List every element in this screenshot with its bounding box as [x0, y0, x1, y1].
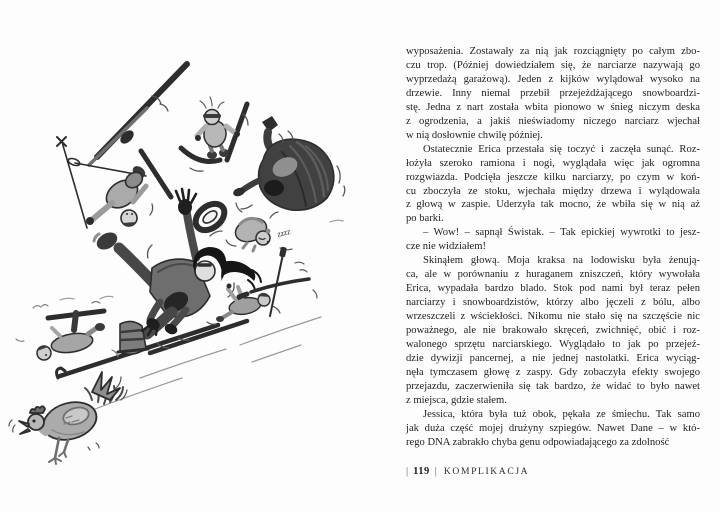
text-line: w nią dosłownie chwilę później.: [406, 129, 543, 141]
paragraph: [406, 226, 700, 254]
paragraph: [406, 143, 700, 227]
text-line: wrzeszczeli z wściekłości. Nikomu nie stało się na szczęście nic: [406, 311, 700, 323]
crashing-girl: [57, 189, 261, 378]
fallen-skier-left: [16, 302, 118, 361]
text-line: po barki.: [406, 213, 444, 225]
paragraph: [406, 254, 700, 407]
text-line: z głową w zaspie. Uderzyła tak mocno, że wbiła się w nią aż: [406, 199, 700, 211]
text-line: narciarzy i snowboardzistów, którzy albo jęczeli z bólu, albo: [406, 297, 700, 309]
text-line: przejazdu, zaczerwieniła się tak bardzo, że widać to było nawet: [406, 380, 700, 392]
sleeping-marmot: [226, 203, 292, 251]
tumbling-snowboarder: [232, 116, 345, 210]
text-line: jak duża część mojej drużyny szpiegów. Nawet Dane – w któ-: [406, 422, 700, 434]
page-footer: [406, 466, 529, 477]
text-line: – Wow! – sapnął Świstak. – Tak epickiej wywrotki to jesz-: [423, 227, 700, 239]
text-line: czu trop. (Później dowiedziałem się, że narciarze nazywają go: [406, 59, 700, 71]
text-line: rozgwiazda. Podcięła jeszcze kilku narciarzy, po czym w koń-: [406, 171, 700, 183]
footer-separator: |: [406, 466, 409, 477]
small-flying-skier: [181, 97, 248, 171]
text-line: drzewie. Inny niemal przebił przejeżdżającego snowboardzi-: [406, 87, 700, 99]
text-line: nęła tymczasem głowę z zaspy. Gdy zobaczyła efekty swojego: [406, 366, 700, 378]
text-line: Jessica, która była tuż obok, pękała ze śmiechu. Tak samo: [423, 408, 700, 420]
paragraph: [406, 408, 700, 450]
text-line: wyposażenia. Zostawały za nią jak rozciągnięty po całym zbo-: [406, 46, 700, 57]
text-line: cu zboczyła ze stoku, wjechała między drzewa i wylądowała: [406, 185, 700, 197]
text-line: rego DNA zabrakło chyba genu odpowiadającego za zdolność: [406, 436, 670, 448]
flying-goggles-icon: [191, 198, 230, 235]
text-line: poważnego, ale nie brakowało skręceń, zwichnięć, obić i roz-: [406, 325, 700, 337]
text-line: walonego sprzętu narciarskiego. Wyglądało to jak po przejeź-: [406, 339, 700, 351]
text-line: stę. Jedna z nart została wbita pionowo w śnieg niczym deska: [406, 101, 700, 113]
fallen-skier-right: [207, 284, 280, 325]
text-line: z ogrodzenia, a jakiś nieświadomy niczego narciarz wjechał: [406, 115, 700, 127]
text-line: wyprzedażą garażową). Jeden z kijków wylądował wysoko na: [406, 73, 700, 85]
text-line: Erica, wypadała bardzo blado. Stok pod nami był teraz pełen: [406, 283, 700, 295]
page-number: 119: [413, 466, 430, 477]
flying-ski: [89, 64, 187, 165]
text-line: cze nie widziałem!: [406, 241, 486, 253]
body-text: [406, 45, 700, 450]
zzz-text: zzzz: [276, 226, 292, 239]
paragraph: [406, 45, 700, 143]
text-line: z miejsca, gdzie stałem.: [406, 394, 507, 406]
chapter-title: KOMPLIKACJA: [443, 466, 530, 477]
text-line: Ostatecznie Erica przestała się toczyć i zaczęła sunąć. Roz-: [423, 143, 700, 155]
upside-down-skier: [86, 151, 171, 227]
text-line: Skinąłem głową. Moja kraksa na lodowisku była żenują-: [423, 255, 700, 267]
running-chicken: [9, 372, 127, 464]
text-line: dzie dywizji pancernej, a nie jednej nastolatki. Erica wyciąg-: [406, 352, 700, 364]
text-line: ca, ale w porównaniu z huraganem zniszczeń, który wywołała: [406, 269, 700, 281]
footer-separator: |: [434, 466, 437, 477]
text-line: łożyła szeroko ramiona i nogi, wyglądała więc jak ogromna: [406, 157, 700, 169]
